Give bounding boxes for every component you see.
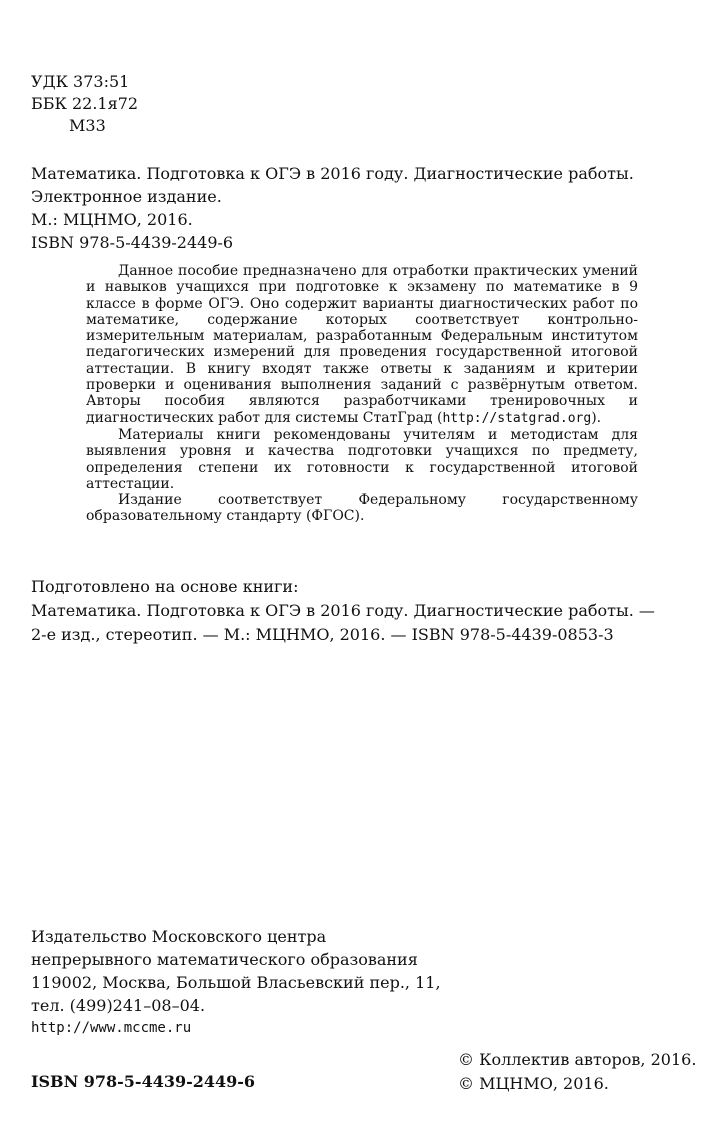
- annotation: [86, 263, 638, 525]
- annotation-paragraph-1: [86, 263, 638, 427]
- source-line-2: 2-е изд., стереотип. — М.: МЦНМО, 2016. — ISBN 978-5-4439-0853-3: [31, 625, 614, 644]
- annotation-paragraph-2: Материалы книги рекомендованы учителям и методистам для выявления уровня и качества подготовки учащихся по предмету, определения степени их готовности к государственной итоговой аттестации.: [86, 426, 638, 492]
- book-title: Математика. Подготовка к ОГЭ в 2016 году. Диагностические работы.: [31, 164, 634, 183]
- publisher-address: 119002, Москва, Большой Власьевский пер., 11,: [31, 973, 441, 992]
- source-note: [31, 575, 655, 647]
- author-mark: М33: [69, 116, 106, 135]
- publisher-phone: тел. (499)241–08–04.: [31, 996, 206, 1015]
- annotation-paragraph-3: Издание соответствует Федеральному государственному образовательному стандарту (ФГОС).: [86, 492, 638, 525]
- publisher-name-1: Издательство Московского центра: [31, 927, 327, 946]
- statgrad-link[interactable]: http://statgrad.org: [442, 410, 592, 426]
- source-line-1: Математика. Подготовка к ОГЭ в 2016 году. Диагностические работы. —: [31, 601, 655, 620]
- copyright-authors: © Коллектив авторов, 2016.: [458, 1050, 697, 1069]
- classification-block: [31, 71, 138, 137]
- publisher-name-2: непрерывного математического образования: [31, 950, 418, 969]
- isbn-record: ISBN 978-5-4439-2449-6: [31, 233, 234, 252]
- copyright-block: [458, 1048, 696, 1096]
- source-label: Подготовлено на основе книги:: [31, 577, 299, 596]
- bibliographic-record: [31, 162, 634, 254]
- copyright-publisher: © МЦНМО, 2016.: [458, 1074, 609, 1093]
- edition-note: Электронное издание.: [31, 187, 222, 206]
- annotation-p1-text: Данное пособие предназначено для отработки практических умений и навыков учащихся при подготовке к экзамену по математике в 9 классе в форме ОГЭ. Оно содержит варианты диагностических работ по математике, содержание которых соответствует контрольно-измерительным материалам, разработанным Федеральным институтом педагогических измерений для проведения государственной итоговой аттестации. В книгу входят также ответы к заданиям и критерии проверки и оценивания выполнения заданий с развёрнутым ответом. Авторы пособия являются разработчиками тренировочных и диагностических работ для системы СтатГрад (: [86, 263, 638, 426]
- annotation-p1-end: ).: [591, 409, 602, 426]
- udk-code: УДК 373:51: [31, 72, 130, 91]
- imprint: М.: МЦНМО, 2016.: [31, 210, 193, 229]
- publisher-info: [31, 925, 441, 1040]
- footer-isbn: ISBN 978-5-4439-2449-6: [31, 1072, 256, 1091]
- bbk-code: ББК 22.1я72: [31, 94, 139, 113]
- publisher-url-link[interactable]: http://www.mccme.ru: [31, 1020, 192, 1036]
